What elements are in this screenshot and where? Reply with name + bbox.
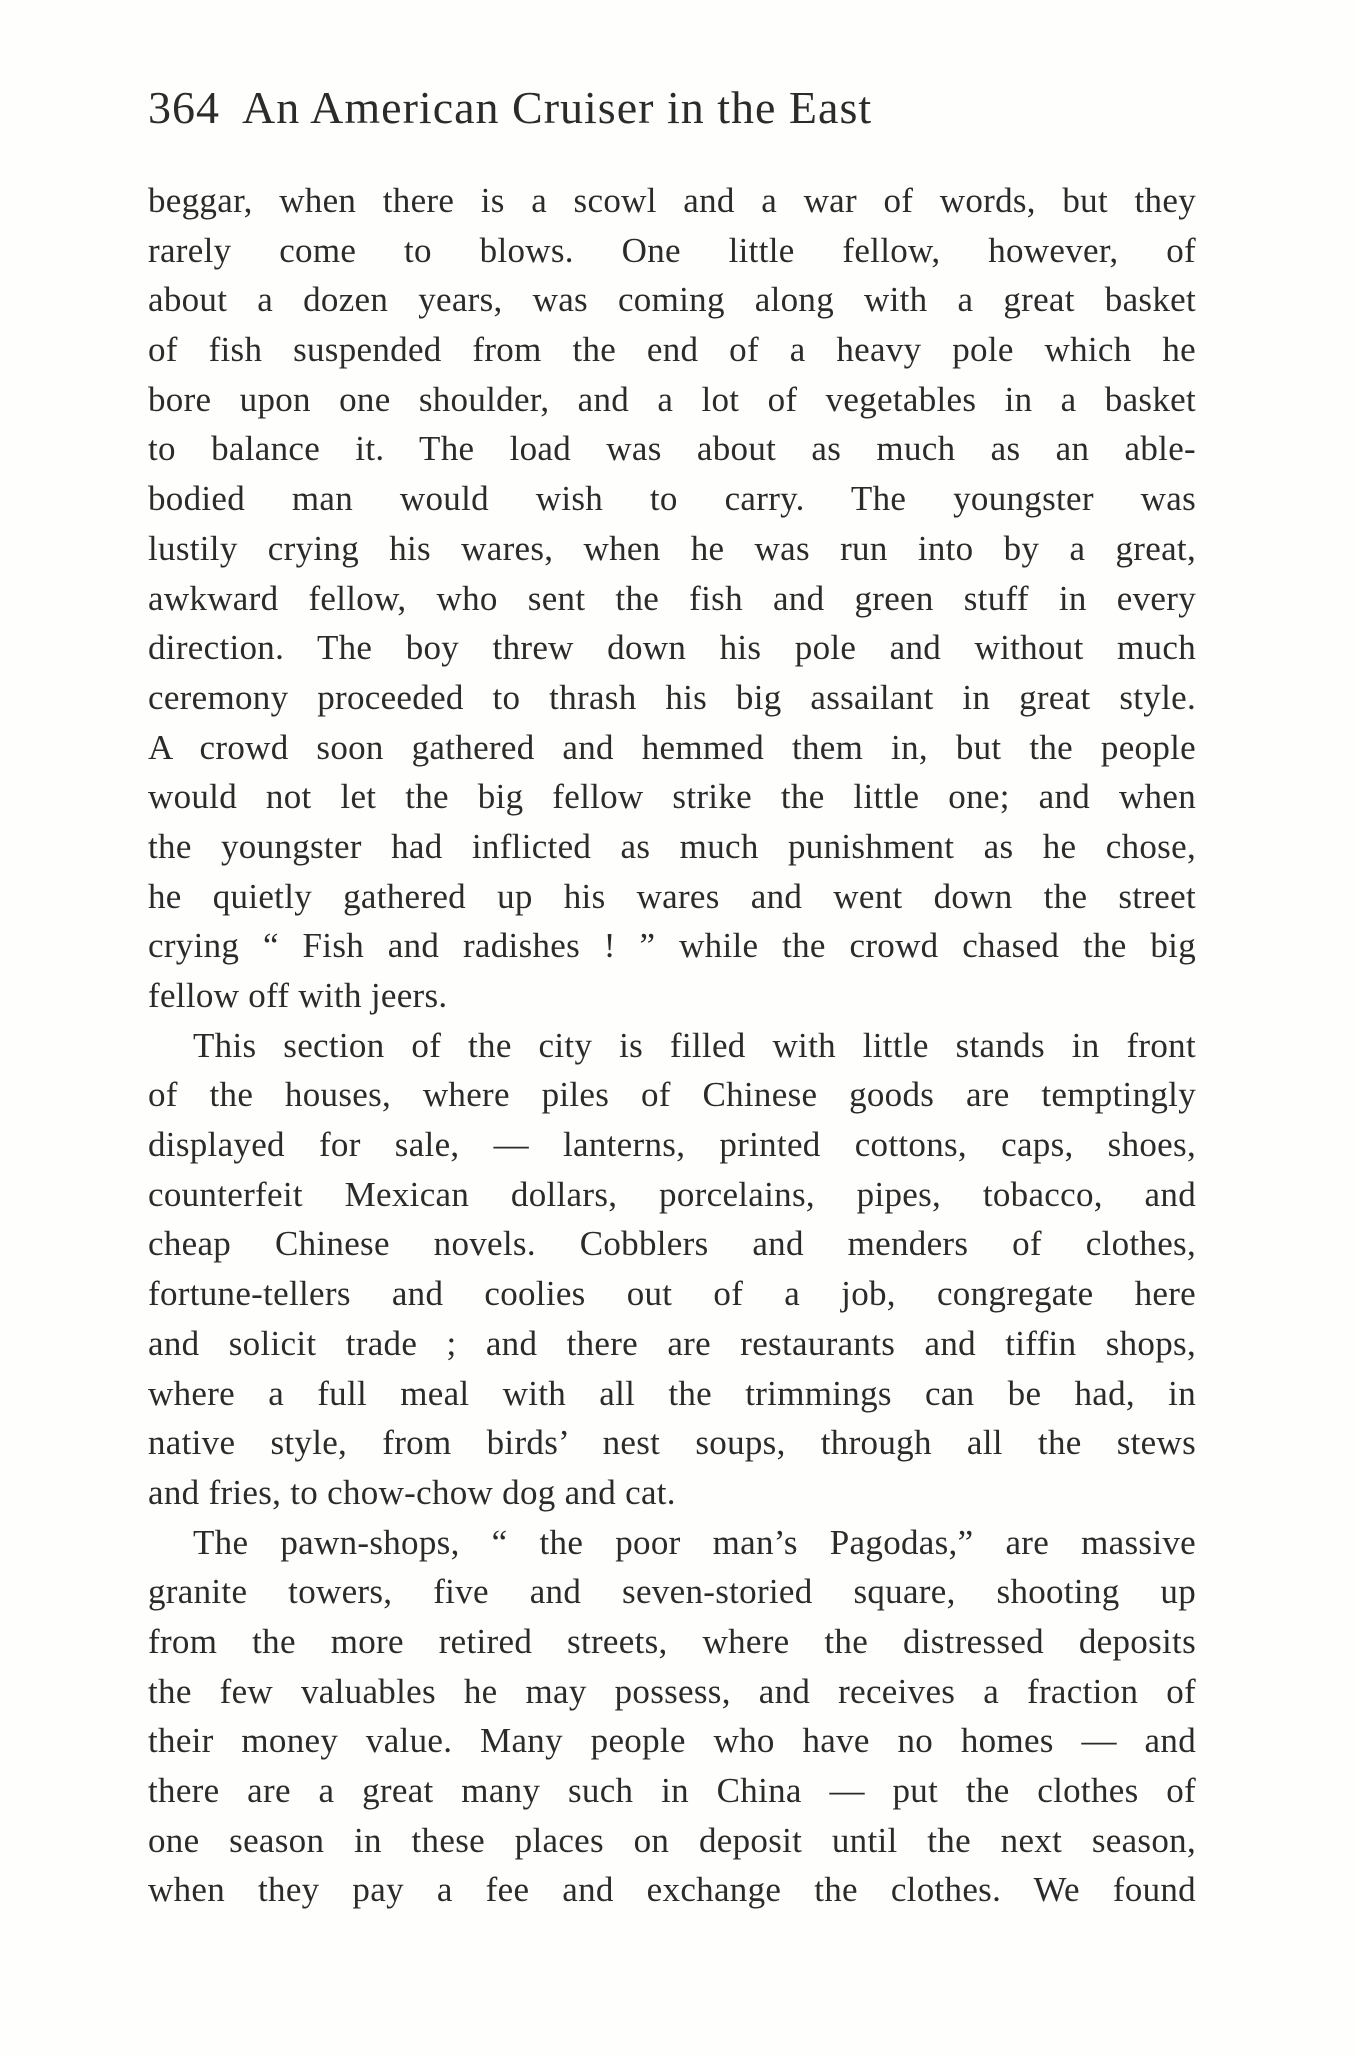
text-line: and solicit trade ; and there are restaurants and tiffin shops, xyxy=(148,1323,1196,1363)
text-line: granite towers, five and seven-storied square, shooting up xyxy=(148,1572,1196,1612)
text-line: displayed for sale, — lanterns, printed cottons, caps, shoes, xyxy=(148,1125,1196,1165)
page-number: 364 xyxy=(148,82,220,133)
text-line: fellow off with jeers. xyxy=(148,976,448,1015)
text-line: rarely come to blows. One little fellow, however, of xyxy=(148,230,1196,270)
text-line: to balance it. The load was about as much as an able- xyxy=(148,429,1196,469)
text-line: their money value. Many people who have no homes — and xyxy=(148,1721,1196,1761)
text-line: where a full meal with all the trimmings can be had, in xyxy=(148,1373,1196,1413)
text-line: bodied man would wish to carry. The youngster was xyxy=(148,479,1196,519)
text-line: fortune-tellers and coolies out of a job, congregate here xyxy=(148,1274,1196,1314)
text-line: awkward fellow, who sent the fish and green stuff in every xyxy=(148,578,1196,618)
text-line: bore upon one shoulder, and a lot of vegetables in a basket xyxy=(148,379,1196,419)
running-head xyxy=(148,78,1208,138)
text-line: The pawn-shops, “ the poor man’s Pagodas,” are massive xyxy=(193,1522,1196,1562)
text-line: would not let the big fellow strike the little one; and when xyxy=(148,777,1196,817)
text-line: beggar, when there is a scowl and a war of words, but they xyxy=(148,181,1196,220)
text-line: he quietly gathered up his wares and went down the street xyxy=(148,876,1196,916)
text-line: lustily crying his wares, when he was run into by a great, xyxy=(148,528,1196,568)
body-text xyxy=(148,176,1196,1915)
text-line: from the more retired streets, where the distressed deposits xyxy=(148,1621,1196,1661)
text-line: of the houses, where piles of Chinese goods are temptingly xyxy=(148,1075,1196,1115)
text-line: counterfeit Mexican dollars, porcelains, pipes, tobacco, and xyxy=(148,1174,1196,1214)
text-line: A crowd soon gathered and hemmed them in, but the people xyxy=(148,727,1196,767)
text-line: and fries, to chow-chow dog and cat. xyxy=(148,1472,676,1512)
running-title: An American Cruiser in the East xyxy=(242,82,873,133)
text-line: ceremony proceeded to thrash his big assailant in great style. xyxy=(148,677,1196,717)
text-line: about a dozen years, was coming along with a great basket xyxy=(148,280,1196,320)
text-line: This section of the city is filled with little stands in front xyxy=(193,1025,1196,1065)
text-line: there are a great many such in China — put the clothes of xyxy=(148,1771,1196,1810)
text-line: direction. The boy threw down his pole and without much xyxy=(148,628,1196,668)
text-line: one season in these places on deposit until the next season, xyxy=(148,1820,1196,1860)
text-line: cheap Chinese novels. Cobblers and menders of clothes, xyxy=(148,1224,1196,1264)
text-line: the few valuables he may possess, and receives a fraction of xyxy=(148,1671,1196,1711)
text-line: crying “ Fish and radishes ! ” while the crowd chased the big xyxy=(148,926,1196,966)
text-line: the youngster had inflicted as much punishment as he chose, xyxy=(148,826,1196,866)
text-line: of fish suspended from the end of a heavy pole which he xyxy=(148,330,1196,370)
text-line: when they pay a fee and exchange the clothes. We found xyxy=(148,1870,1196,1910)
text-line: native style, from birds’ nest soups, through all the stews xyxy=(148,1423,1196,1463)
